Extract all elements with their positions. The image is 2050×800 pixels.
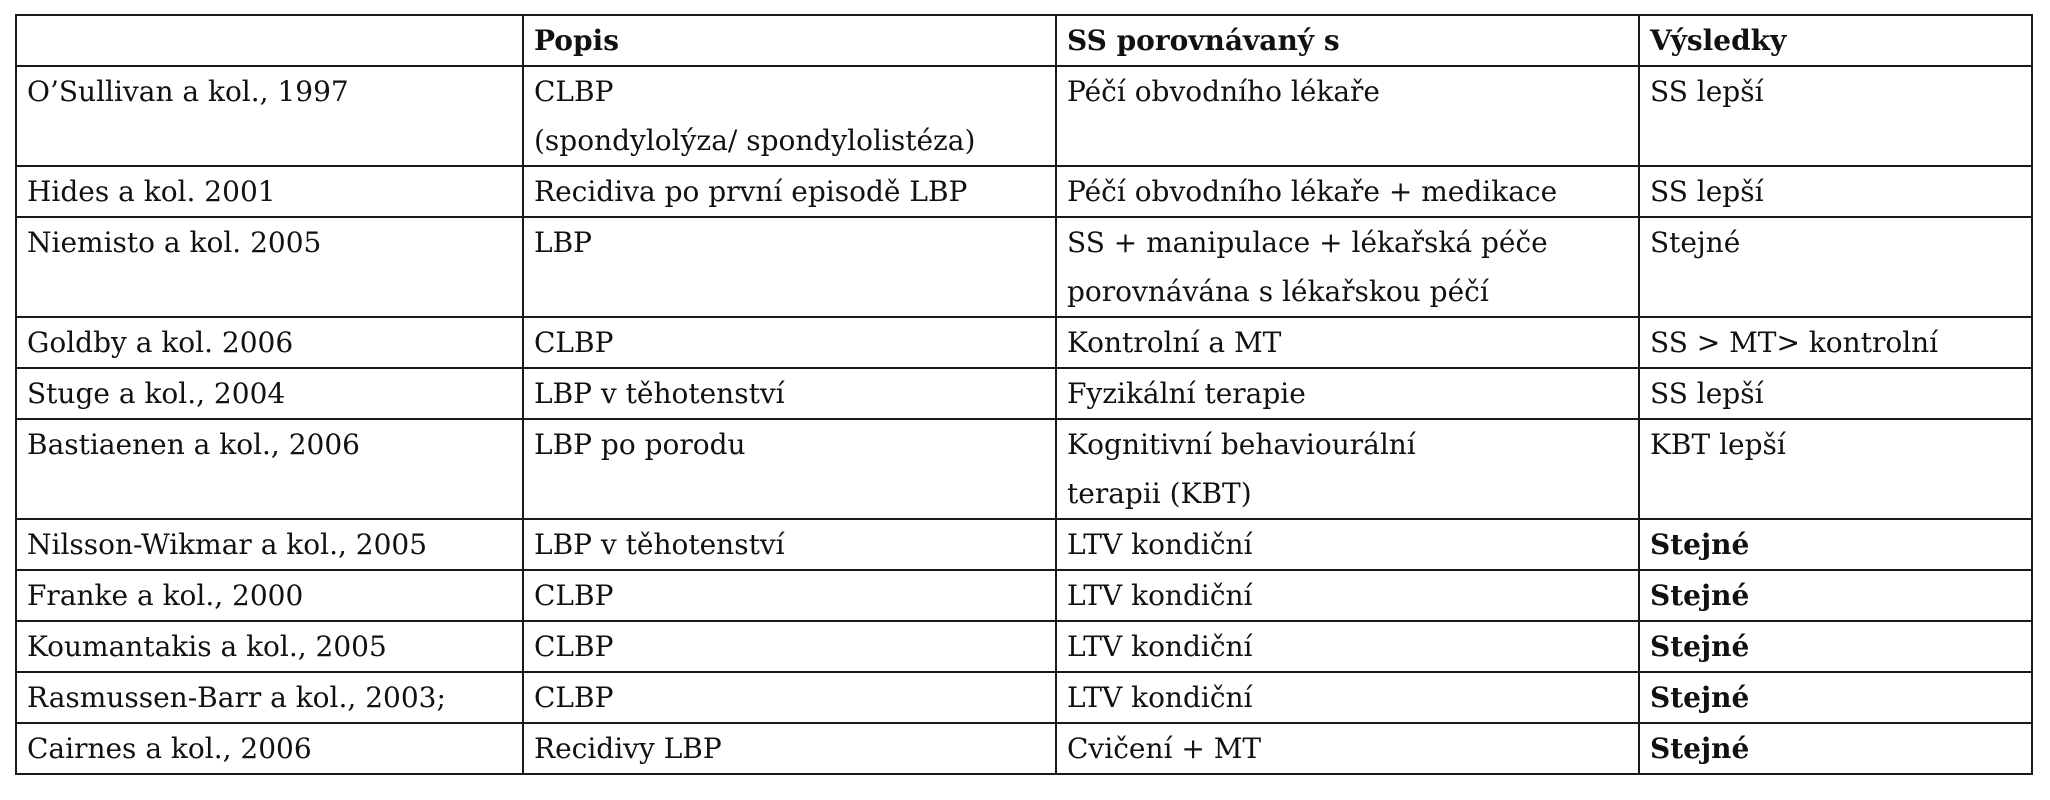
cell-result (1639, 723, 2032, 774)
popis-text: Recidivy LBP (534, 732, 722, 765)
cell-compared (1056, 317, 1639, 368)
result-text: Stejné (1650, 226, 1741, 259)
cell-compared (1056, 723, 1639, 774)
header-compared: SS porovnávaný s (1056, 15, 1639, 66)
study-text: Niemisto a kol. 2005 (27, 226, 322, 259)
comparison-table (15, 14, 2033, 775)
popis-text: CLBP (534, 326, 614, 359)
result-text: Stejné (1650, 630, 1750, 663)
table-row (16, 317, 2032, 368)
popis-text: CLBP (534, 681, 614, 714)
result-text: Stejné (1650, 579, 1750, 612)
table-row (16, 217, 2032, 317)
table-row (16, 66, 2032, 166)
table-row (16, 723, 2032, 774)
cell-compared (1056, 66, 1639, 166)
compared-text: Fyzikální terapie (1067, 377, 1306, 410)
cell-popis (523, 217, 1056, 317)
study-text: Franke a kol., 2000 (27, 579, 304, 612)
popis-text: CLBP (534, 630, 614, 663)
study-text: Koumantakis a kol., 2005 (27, 630, 387, 663)
popis-text: LBP po porodu (534, 428, 746, 461)
cell-popis (523, 723, 1056, 774)
cell-study (16, 66, 523, 166)
cell-result (1639, 368, 2032, 419)
compared-text: SS + manipulace + lékařská péče porovnávána s lékařskou péčí (1067, 226, 1548, 308)
popis-text: CLBP (spondylolýza/ spondylolistéza) (534, 75, 976, 157)
cell-popis (523, 368, 1056, 419)
cell-popis (523, 672, 1056, 723)
cell-compared (1056, 621, 1639, 672)
cell-popis (523, 166, 1056, 217)
header-popis: Popis (523, 15, 1056, 66)
cell-compared (1056, 368, 1639, 419)
study-text: Rasmussen-Barr a kol., 2003; (27, 681, 446, 714)
cell-result (1639, 66, 2032, 166)
result-text: SS lepší (1650, 75, 1764, 108)
cell-popis (523, 317, 1056, 368)
cell-compared (1056, 519, 1639, 570)
cell-compared (1056, 672, 1639, 723)
cell-popis (523, 66, 1056, 166)
cell-result (1639, 621, 2032, 672)
table-row (16, 368, 2032, 419)
cell-study (16, 570, 523, 621)
study-text: Cairnes a kol., 2006 (27, 732, 312, 765)
cell-result (1639, 166, 2032, 217)
cell-study (16, 317, 523, 368)
table-header-row (16, 15, 2032, 66)
cell-study (16, 166, 523, 217)
result-text: Stejné (1650, 528, 1750, 561)
compared-text: Cvičení + MT (1067, 732, 1262, 765)
cell-study (16, 621, 523, 672)
compared-text: Péčí obvodního lékaře + medikace (1067, 175, 1558, 208)
study-text: Hides a kol. 2001 (27, 175, 276, 208)
table-row (16, 672, 2032, 723)
cell-study (16, 519, 523, 570)
compared-text: LTV kondiční (1067, 630, 1253, 663)
table-row (16, 519, 2032, 570)
study-text: Goldby a kol. 2006 (27, 326, 294, 359)
header-results: Výsledky (1639, 15, 2032, 66)
cell-result (1639, 570, 2032, 621)
result-text: Stejné (1650, 732, 1750, 765)
cell-result (1639, 419, 2032, 519)
cell-result (1639, 317, 2032, 368)
cell-study (16, 368, 523, 419)
compared-text: Kognitivní behaviourální terapii (KBT) (1067, 428, 1416, 510)
cell-result (1639, 519, 2032, 570)
cell-compared (1056, 419, 1639, 519)
compared-text: Péčí obvodního lékaře (1067, 75, 1380, 108)
study-text: O’Sullivan a kol., 1997 (27, 75, 349, 108)
compared-text: Kontrolní a MT (1067, 326, 1282, 359)
table-row (16, 570, 2032, 621)
table-row (16, 621, 2032, 672)
cell-result (1639, 672, 2032, 723)
result-text: SS lepší (1650, 377, 1764, 410)
popis-text: LBP (534, 226, 593, 259)
compared-text: LTV kondiční (1067, 579, 1253, 612)
cell-study (16, 419, 523, 519)
popis-text: LBP v těhotenství (534, 377, 785, 410)
cell-popis (523, 621, 1056, 672)
cell-study (16, 217, 523, 317)
popis-text: Recidiva po první episodě LBP (534, 175, 968, 208)
cell-compared (1056, 217, 1639, 317)
result-text: Stejné (1650, 681, 1750, 714)
result-text: KBT lepší (1650, 428, 1786, 461)
study-text: Stuge a kol., 2004 (27, 377, 286, 410)
table-row (16, 419, 2032, 519)
header-study (16, 15, 523, 66)
cell-result (1639, 217, 2032, 317)
cell-compared (1056, 166, 1639, 217)
cell-popis (523, 570, 1056, 621)
popis-text: CLBP (534, 579, 614, 612)
study-text: Bastiaenen a kol., 2006 (27, 428, 360, 461)
result-text: SS > MT> kontrolní (1650, 326, 1939, 359)
compared-text: LTV kondiční (1067, 681, 1253, 714)
study-text: Nilsson-Wikmar a kol., 2005 (27, 528, 428, 561)
cell-study (16, 723, 523, 774)
cell-popis (523, 519, 1056, 570)
result-text: SS lepší (1650, 175, 1764, 208)
cell-study (16, 672, 523, 723)
compared-text: LTV kondiční (1067, 528, 1253, 561)
table-row (16, 166, 2032, 217)
popis-text: LBP v těhotenství (534, 528, 785, 561)
cell-popis (523, 419, 1056, 519)
cell-compared (1056, 570, 1639, 621)
